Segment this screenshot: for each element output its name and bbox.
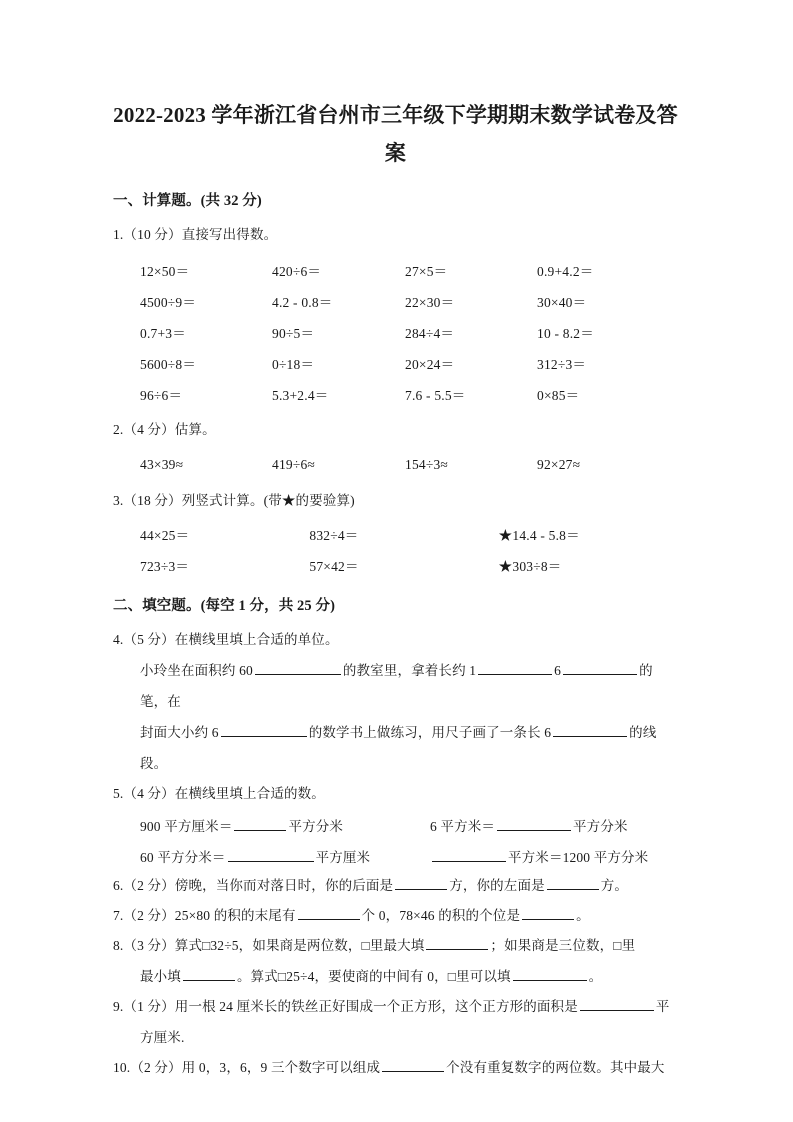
- q5-text-b: 平方分米: [288, 818, 344, 834]
- answer-blank[interactable]: [382, 1058, 444, 1072]
- question-8-continued: [113, 961, 678, 992]
- q9-text-a: 9.（1 分）用一根 24 厘米长的铁丝正好围成一个正方形，这个正方形的面积是: [113, 999, 578, 1014]
- calc-item: 4500÷9＝: [140, 294, 197, 310]
- question-4-line-1: [140, 655, 678, 717]
- answer-blank[interactable]: [234, 817, 286, 831]
- answer-blank[interactable]: [547, 876, 599, 890]
- calc-item: 0÷18＝: [272, 356, 315, 372]
- q8-text-d: 。算式□25÷4，要使商的中间有 0，□里可以填: [236, 969, 511, 984]
- answer-blank[interactable]: [432, 848, 506, 862]
- calc-item: 90÷5＝: [272, 325, 315, 341]
- answer-blank[interactable]: [183, 967, 235, 981]
- calc-item: 20×24＝: [405, 356, 455, 372]
- calc-item: 5600÷8＝: [140, 356, 197, 372]
- calc-item: 57×42＝: [309, 558, 359, 574]
- answer-blank[interactable]: [478, 661, 552, 675]
- q5-text-f: 平方厘米: [315, 849, 371, 865]
- answer-blank[interactable]: [298, 906, 360, 920]
- conversion-item: [430, 815, 628, 835]
- q4-text-d: 的笔，在: [140, 663, 653, 709]
- question-2-grid: [113, 449, 678, 480]
- calc-item: 723÷3＝: [140, 558, 190, 574]
- q8-text-c: 最小填: [140, 969, 181, 984]
- q4-text-a: 小玲坐在面积约 60: [140, 663, 253, 678]
- conversion-item: [140, 815, 430, 835]
- question-6: [113, 871, 678, 901]
- calc-row: [140, 378, 678, 409]
- q4-text-e: 封面大小约 6: [140, 725, 219, 740]
- q8-text-b: ；如果商是三位数，□里: [490, 938, 636, 953]
- question-9: [113, 992, 678, 1022]
- calc-row: [140, 347, 678, 378]
- calc-row: [140, 549, 678, 580]
- answer-blank[interactable]: [553, 723, 627, 737]
- question-10: [113, 1053, 678, 1083]
- calc-item: 96÷6＝: [140, 387, 183, 403]
- calc-item: ★14.4 - 5.8＝: [498, 527, 580, 543]
- calc-item: 5.3+2.4＝: [272, 387, 329, 403]
- question-1-stem: 1.（10 分）直接写出得数。: [113, 227, 278, 242]
- q5-text-a: 900 平方厘米＝: [140, 818, 233, 834]
- calc-item: 12×50＝: [140, 263, 190, 279]
- answer-blank[interactable]: [426, 936, 488, 950]
- calc-row: [140, 316, 678, 347]
- calc-item: 92×27≈: [537, 456, 581, 472]
- q9-text-c: 方厘米.: [140, 1030, 185, 1045]
- calc-item: 0×85＝: [537, 387, 580, 403]
- calc-row: [140, 285, 678, 316]
- q5-text-e: 60 平方分米＝: [140, 849, 226, 865]
- q4-text-b: 的教室里，拿着长约 1: [342, 663, 477, 678]
- answer-blank[interactable]: [513, 967, 587, 981]
- q5-text-h: 平方米＝1200 平方分米: [508, 849, 649, 865]
- q4-text-c: 6: [554, 663, 562, 678]
- calc-item: 312÷3＝: [537, 356, 587, 372]
- q7-text-a: 7.（2 分）25×80 的积的末尾有: [113, 908, 296, 923]
- page-content: [113, 96, 678, 1083]
- conversion-item: [430, 846, 648, 866]
- calc-item: 22×30＝: [405, 294, 455, 310]
- q7-text-c: 。: [576, 908, 590, 923]
- calc-item: 4.2 - 0.8＝: [272, 294, 333, 310]
- calc-item: ★303÷8＝: [498, 558, 562, 574]
- calc-item: 0.9+4.2＝: [537, 263, 594, 279]
- question-2-stem: 2.（4 分）估算。: [113, 422, 216, 437]
- question-4-body: [113, 655, 678, 779]
- answer-blank[interactable]: [522, 906, 574, 920]
- q10-text-b: 个没有重复数字的两位数。其中最大: [446, 1060, 665, 1075]
- question-5-row-2: [113, 840, 678, 871]
- conversion-item: [140, 846, 430, 866]
- answer-blank[interactable]: [221, 723, 307, 737]
- section-heading-calculation: 一、计算题。(共 32 分): [113, 193, 262, 209]
- calc-item: 284÷4＝: [405, 325, 455, 341]
- question-9-continued: [113, 1022, 678, 1053]
- calc-item: 832÷4＝: [309, 527, 359, 543]
- question-1-grid: [113, 254, 678, 409]
- q6-text-a: 6.（2 分）傍晚，当你而对落日时，你的后面是: [113, 878, 394, 893]
- answer-blank[interactable]: [228, 848, 314, 862]
- calc-item: 27×5＝: [405, 263, 448, 279]
- q8-text-e: 。: [588, 969, 603, 984]
- section-heading-fill-in-blank: 二、填空题。(每空 1 分，共 25 分): [113, 598, 336, 614]
- answer-blank[interactable]: [255, 661, 341, 675]
- answer-blank[interactable]: [497, 817, 571, 831]
- calc-item: 44×25＝: [140, 527, 190, 543]
- calc-row: [140, 254, 678, 285]
- q5-text-d: 平方分米: [573, 818, 628, 834]
- calc-item: 0.7+3＝: [140, 325, 186, 341]
- answer-blank[interactable]: [563, 661, 637, 675]
- question-4-stem: 4.（5 分）在横线里填上合适的单位。: [113, 632, 339, 647]
- q8-text-a: 8.（3 分）算式□32÷5，如果商是两位数，□里最大填: [113, 938, 425, 953]
- calc-item: 420÷6＝: [272, 263, 322, 279]
- q10-text-a: 10.（2 分）用 0，3，6，9 三个数字可以组成: [113, 1060, 381, 1075]
- question-5-stem: 5.（4 分）在横线里填上合适的数。: [113, 786, 325, 801]
- q6-text-b: 方，你的左面是: [449, 878, 545, 893]
- q4-text-g: 的线段。: [140, 725, 657, 771]
- calc-item: 154÷3≈: [405, 456, 449, 472]
- answer-blank[interactable]: [580, 997, 654, 1011]
- page-title: 2022-2023 学年浙江省台州市三年级下学期期末数学试卷及答案: [113, 103, 678, 165]
- calc-item: 419÷6≈: [272, 456, 316, 472]
- question-4-line-2: [140, 717, 678, 779]
- question-8: [113, 931, 678, 961]
- q9-text-b: 平: [655, 999, 670, 1014]
- question-3-stem: 3.（18 分）列竖式计算。(带★的要验算): [113, 493, 355, 508]
- calc-item: 43×39≈: [140, 456, 184, 472]
- q6-text-c: 方。: [600, 878, 629, 893]
- q7-text-b: 个 0，78×46 的积的个位是: [361, 908, 521, 923]
- calc-row: [140, 449, 678, 480]
- q4-text-f: 的数学书上做练习，用尺子画了一条长 6: [308, 725, 552, 740]
- question-7: [113, 901, 678, 931]
- question-3-grid: [113, 518, 678, 580]
- question-5-body: [113, 809, 678, 871]
- calc-item: 10 - 8.2＝: [537, 325, 594, 341]
- calc-item: 7.6 - 5.5＝: [405, 387, 466, 403]
- calc-row: [140, 518, 678, 549]
- answer-blank[interactable]: [395, 876, 447, 890]
- question-5-row-1: [113, 809, 678, 840]
- q5-text-c: 6 平方米＝: [430, 818, 496, 834]
- calc-item: 30×40＝: [537, 294, 587, 310]
